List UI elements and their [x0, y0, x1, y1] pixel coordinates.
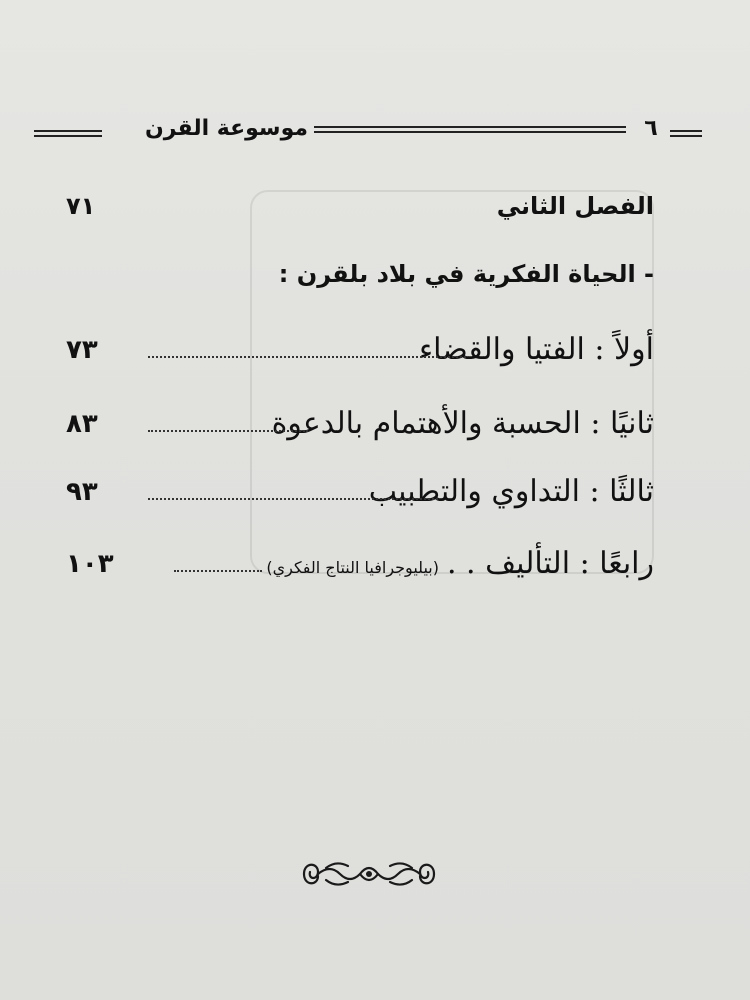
- toc-entry: [66, 402, 654, 446]
- header-rule-left: [34, 130, 102, 137]
- floral-ornament-icon: [296, 854, 442, 894]
- dot-leader: [148, 498, 438, 500]
- header-page-number: ٦: [644, 116, 658, 141]
- toc-entry-page: ٩٣: [66, 477, 98, 507]
- toc-entry-page: ١٠٣: [66, 549, 114, 579]
- header-rule-long: [314, 126, 626, 133]
- toc-entry: [66, 542, 654, 586]
- toc-entry-label: أولاً : الفتيا والقضاء: [419, 332, 654, 367]
- section-title: - الحياة الفكرية في بلاد بلقرن :: [278, 260, 654, 288]
- toc-entry-label-text: رابعًا : التأليف . .: [446, 546, 654, 581]
- dot-leader: [148, 356, 466, 358]
- toc-entry: [66, 470, 654, 514]
- toc-entry-page: ٨٣: [66, 409, 98, 439]
- dot-leader: [148, 430, 308, 432]
- header-rule-right: [670, 130, 702, 137]
- toc-entry-note: (بيليوجرافيا النتاج الفكري): [266, 558, 439, 577]
- toc-entry-label: [266, 542, 654, 590]
- toc-entry-label: ثانيًا : الحسبة والأهتمام بالدعوة: [271, 406, 654, 441]
- series-title: موسوعة القرن: [145, 116, 308, 141]
- dot-leader: [174, 570, 262, 572]
- running-header: [34, 112, 706, 152]
- chapter-page-number: ٧١: [66, 192, 96, 220]
- toc-entry-label: ثالثًا : التداوي والتطبيب: [368, 474, 654, 509]
- toc-entry: [66, 328, 654, 372]
- toc-entry-page: ٧٣: [66, 335, 98, 365]
- show-through-texture: [250, 190, 654, 574]
- chapter-title: الفصل الثاني: [496, 192, 654, 220]
